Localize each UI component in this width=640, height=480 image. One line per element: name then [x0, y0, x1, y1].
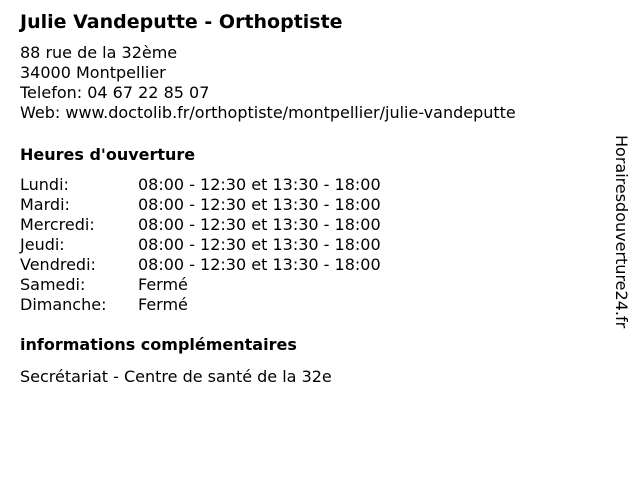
hours-time: 08:00 - 12:30 et 13:30 - 18:00: [138, 255, 381, 274]
hours-row: [20, 195, 600, 215]
city-address: 34000 Montpellier: [20, 63, 166, 82]
hours-time: 08:00 - 12:30 et 13:30 - 18:00: [138, 195, 381, 214]
hours-row: [20, 215, 600, 235]
website-link[interactable]: Web: www.doctolib.fr/orthoptiste/montpellier/julie-vandeputte: [20, 103, 516, 122]
phone-number: Telefon: 04 67 22 85 07: [20, 83, 210, 102]
site-watermark: Horairesdouverture24.fr: [612, 135, 631, 329]
address-block: [20, 43, 600, 123]
hours-row: [20, 255, 600, 275]
hours-day: Mardi:: [20, 195, 70, 214]
hours-day: Samedi:: [20, 275, 86, 294]
info-text: Secrétariat - Centre de santé de la 32e: [20, 367, 332, 386]
page-title: Julie Vandeputte - Orthoptiste: [20, 11, 343, 33]
hours-row: [20, 275, 600, 295]
hours-day: Lundi:: [20, 175, 69, 194]
hours-time: 08:00 - 12:30 et 13:30 - 18:00: [138, 215, 381, 234]
hours-time: Fermé: [138, 295, 188, 314]
hours-heading: Heures d'ouverture: [20, 145, 196, 164]
hours-row: [20, 295, 600, 315]
hours-table: [20, 175, 600, 315]
info-heading: informations complémentaires: [20, 335, 297, 354]
hours-time: 08:00 - 12:30 et 13:30 - 18:00: [138, 235, 381, 254]
hours-row: [20, 235, 600, 255]
hours-day: Dimanche:: [20, 295, 107, 314]
hours-day: Mercredi:: [20, 215, 95, 234]
hours-time: 08:00 - 12:30 et 13:30 - 18:00: [138, 175, 381, 194]
hours-time: Fermé: [138, 275, 188, 294]
street-address: 88 rue de la 32ème: [20, 43, 178, 62]
listing-card: [20, 10, 600, 387]
hours-row: [20, 175, 600, 195]
hours-day: Vendredi:: [20, 255, 96, 274]
hours-day: Jeudi:: [20, 235, 65, 254]
